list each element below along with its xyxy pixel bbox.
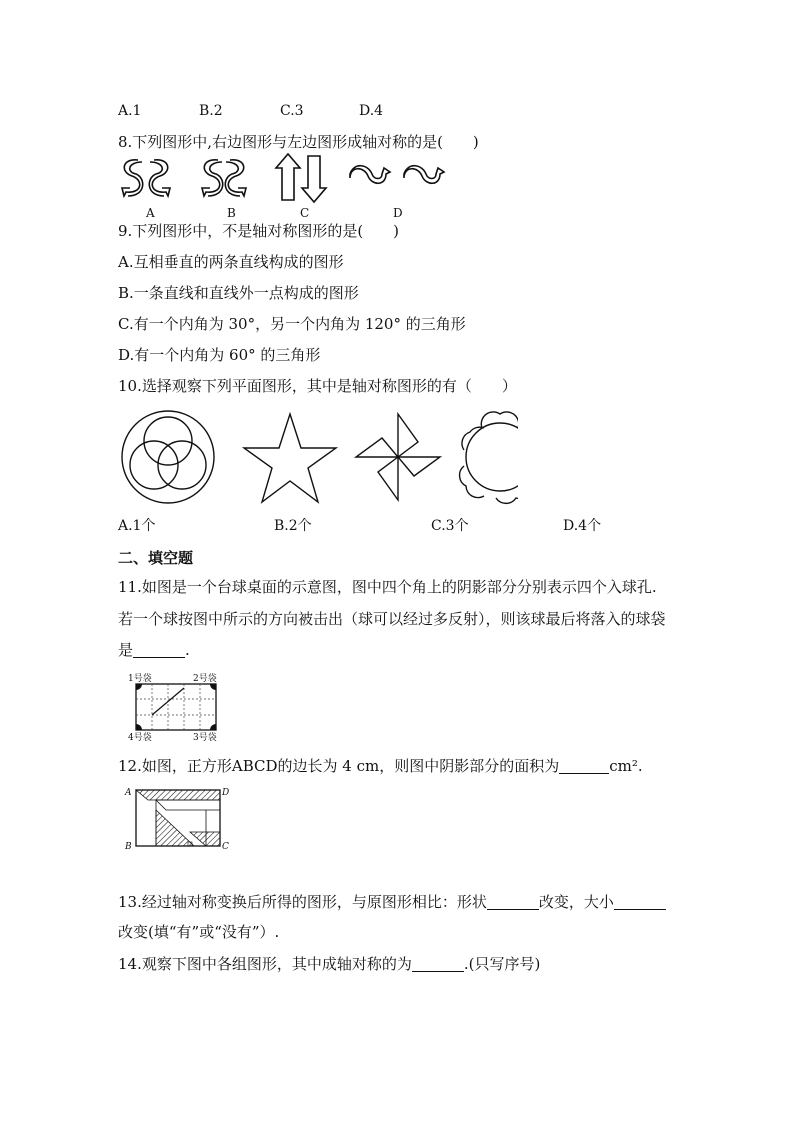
q10-question: 10.选择观察下列平面图形，其中是轴对称图形的有（ ） xyxy=(118,377,517,395)
q13-middle: 改变，大小 xyxy=(538,893,614,911)
q7-option-b: B.2 xyxy=(199,103,223,119)
pocket-label-3: 3号袋 xyxy=(193,733,217,743)
q12-square-figure xyxy=(124,786,234,852)
corner-label-b: B xyxy=(125,842,132,852)
q9-option-c: C.有一个内角为 30°，另一个内角为 120° 的三角形 xyxy=(118,315,466,333)
q11-answer-blank[interactable] xyxy=(133,643,185,658)
q7-option-d: D.4 xyxy=(359,103,384,119)
q8-label-d: D xyxy=(393,206,403,220)
q11-line-3 xyxy=(118,640,190,660)
q7-option-a: A.1 xyxy=(118,103,142,119)
q12-answer-blank[interactable] xyxy=(559,759,609,774)
corner-label-a: A xyxy=(125,788,132,798)
pocket-label-2: 2号袋 xyxy=(193,674,217,684)
q10-option-a: A.1个 xyxy=(118,518,156,534)
q12-question xyxy=(118,756,643,776)
q12-suffix: cm². xyxy=(609,757,643,775)
q9-option-a: A.互相垂直的两条直线构成的图形 xyxy=(118,253,344,271)
q13-answer-blank-shape[interactable] xyxy=(487,895,539,910)
section-title: 二、填空题 xyxy=(118,549,194,567)
q12-prefix: 12.如图，正方形ABCD的边长为 4 cm，则图中阴影部分的面积为 xyxy=(118,757,560,775)
q10-figure xyxy=(118,404,518,514)
q13-answer-blank-size[interactable] xyxy=(614,895,666,910)
q7-option-c: C.3 xyxy=(280,103,304,119)
q8-label-c: C xyxy=(300,206,310,220)
q9-option-b: B.一条直线和直线外一点构成的图形 xyxy=(118,284,359,302)
q13-prefix: 13.经过轴对称变换后所得的图形，与原图形相比：形状 xyxy=(118,893,487,911)
q14-prefix: 14.观察下图中各组图形，其中成轴对称的为 xyxy=(118,955,412,973)
q13-line-1 xyxy=(118,892,666,912)
corner-label-d: D xyxy=(222,788,230,798)
q11-line-1: 11.如图是一个台球桌面的示意图，图中四个角上的阴影部分分别表示四个入球孔. xyxy=(118,578,657,596)
q10-option-d: D.4个 xyxy=(563,518,602,534)
q9-question: 9.下列图形中，不是轴对称图形的是( ) xyxy=(118,222,400,240)
q8-label-b: B xyxy=(227,206,236,220)
q8-label-a: A xyxy=(146,206,155,220)
q8-question: 8.下列图形中,右边图形与左边图形成轴对称的是( ) xyxy=(118,133,479,151)
q11-line-2: 若一个球按图中所示的方向被击出（球可以经过多反射），则该球最后将落入的球袋 xyxy=(118,610,666,628)
q13-line-2: 改变(填“有”或“没有”）. xyxy=(118,923,280,941)
q11-suffix: . xyxy=(185,641,190,659)
corner-label-c: C xyxy=(222,842,229,852)
pocket-label-4: 4号袋 xyxy=(128,733,152,743)
q10-option-b: B.2个 xyxy=(274,518,312,534)
pocket-label-1: 1号袋 xyxy=(128,674,152,684)
q14-suffix: .(只写序号) xyxy=(463,955,541,973)
q10-option-c: C.3个 xyxy=(431,518,469,534)
q11-prefix: 是 xyxy=(118,641,134,659)
q8-figure xyxy=(118,152,458,220)
q14-question xyxy=(118,954,540,974)
q9-option-d: D.有一个内角为 60° 的三角形 xyxy=(118,346,321,364)
q14-answer-blank[interactable] xyxy=(412,957,464,972)
